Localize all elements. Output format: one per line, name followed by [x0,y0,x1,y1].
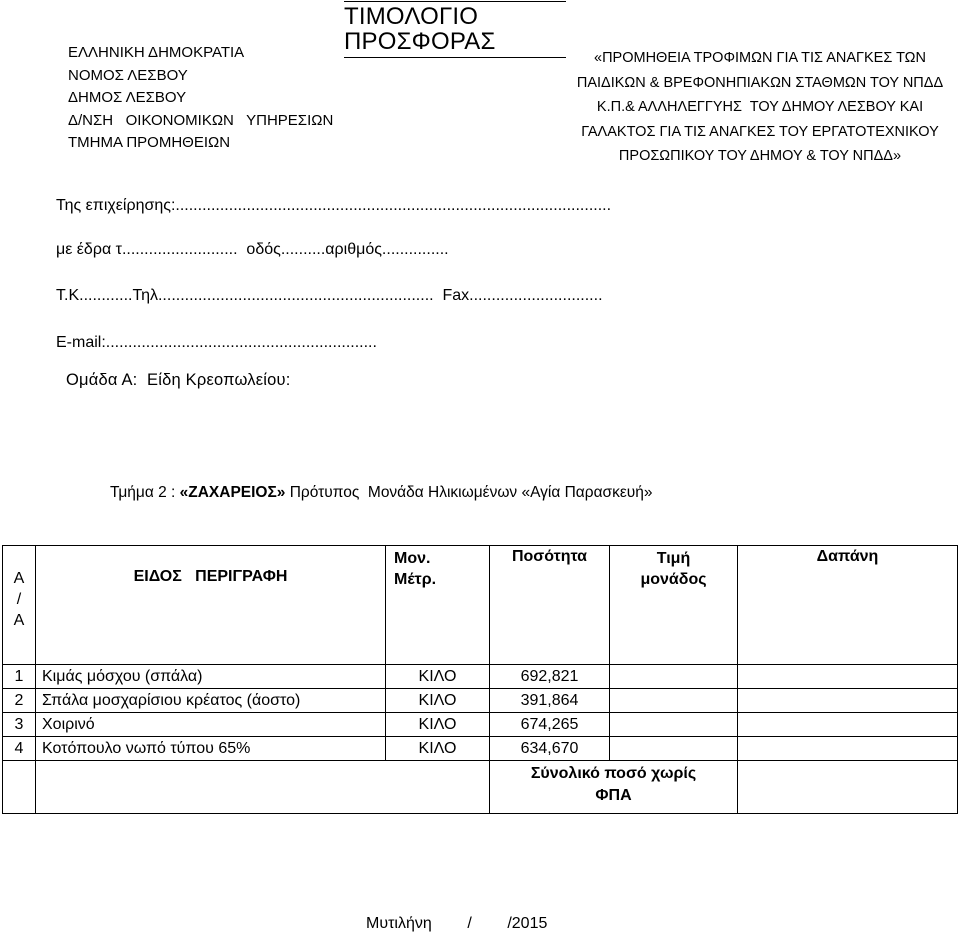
title-rule-bottom [344,57,566,58]
table-header-row [3,546,958,665]
row-cost-cell[interactable] [738,737,958,761]
table-row [3,665,958,689]
issuer-block [68,42,333,155]
company-field[interactable]: Της επιχείρησης:.................................................................................................. [56,197,612,214]
row-description: Σπάλα μοσχαρίσιου κρέατος (άοστο) [36,689,386,713]
table-row [3,737,958,761]
document-title [344,0,566,54]
row-quantity: 391,864 [490,689,610,713]
group-heading: Ομάδα Α: Είδη Κρεοπωλείου: [66,371,291,389]
address-field[interactable]: με έδρα τ.......................... οδός..........αριθμός............... [56,241,449,258]
col-header-description: ΕΙΔΟΣ ΠΕΡΙΓΡΑΦΗ [36,546,386,665]
row-unit-price-cell[interactable] [610,713,738,737]
row-number: 4 [3,737,36,761]
issuer-line: ΕΛΛΗΝΙΚΗ ΔΗΜΟΚΡΑΤΙΑ [68,44,245,61]
section-suffix: Πρότυπος Μονάδα Ηλικιωμένων «Αγία Παρασκευή» [285,484,653,501]
title-line-1: ΤΙΜΟΛΟΓΙΟ [344,3,479,30]
row-unit: ΚΙΛΟ [386,737,490,761]
issuer-line: ΤΜΗΜΑ ΠΡΟΜΗΘΕΙΩΝ [68,134,231,151]
row-description: Χοιρινό [36,713,386,737]
subject-line: ΠΑΙΔΙΚΩΝ & ΒΡΕΦΟΝΗΠΙΑΚΩΝ ΣΤΑΘΜΩΝ ΤΟΥ ΝΠΔΔ [576,74,944,91]
col-header-aa: Α / Α [3,546,36,665]
row-number: 1 [3,665,36,689]
col-header-unit: Μον. Μέτρ. [386,546,490,665]
section-name: «ΖΑΧΑΡΕΙΟΣ» [179,484,286,501]
section-prefix: Τμήμα 2 : [110,484,180,501]
table-row [3,689,958,713]
row-unit: ΚΙΛΟ [386,689,490,713]
row-unit-price-cell[interactable] [610,665,738,689]
col-header-unit-price: Τιμή μονάδος [610,546,738,665]
contact-field[interactable]: Τ.Κ............Τηλ.............................................................. Fax.............................. [56,287,603,304]
issuer-line: ΔΗΜΟΣ ΛΕΣΒΟΥ [68,89,187,106]
subject-block [560,46,960,169]
row-cost-cell[interactable] [738,665,958,689]
row-description: Κοτόπουλο νωπό τύπου 65% [36,737,386,761]
row-unit-price-cell[interactable] [610,737,738,761]
row-description: Κιμάς μόσχου (σπάλα) [36,665,386,689]
table-total-row [3,761,958,814]
items-table [2,545,958,814]
title-line-2: ΠΡΟΣΦΟΡΑΣ [344,28,496,55]
row-number: 3 [3,713,36,737]
total-label: Σύνολικό ποσό χωρίς ΦΠΑ [490,761,738,814]
row-number: 2 [3,689,36,713]
row-cost-cell[interactable] [738,713,958,737]
total-empty-cell [3,761,36,814]
email-field[interactable]: E-mail:............................................................. [56,334,377,351]
row-quantity: 634,670 [490,737,610,761]
row-unit: ΚΙΛΟ [386,713,490,737]
subject-line: «ΠΡΟΜΗΘΕΙΑ ΤΡΟΦΙΜΩΝ ΓΙΑ ΤΙΣ ΑΝΑΓΚΕΣ ΤΩΝ [594,50,926,66]
table-row [3,713,958,737]
issuer-line: ΝΟΜΟΣ ΛΕΣΒΟΥ [68,66,188,84]
place-date: Μυτιλήνη / /2015 [366,915,548,932]
issuer-line: Δ/ΝΣΗ ΟΙΚΟΝΟΜΙΚΩΝ ΥΠΗΡΕΣΙΩΝ [68,111,334,129]
total-cost-cell[interactable] [738,761,958,814]
col-header-cost: Δαπάνη [738,546,958,665]
subject-line: Κ.Π.& ΑΛΛΗΛΕΓΓΥΗΣ ΤΟΥ ΔΗΜΟΥ ΛΕΣΒΟΥ ΚΑΙ [596,99,924,115]
row-quantity: 674,265 [490,713,610,737]
row-cost-cell[interactable] [738,689,958,713]
total-empty-cell [36,761,490,814]
row-unit: ΚΙΛΟ [386,665,490,689]
row-quantity: 692,821 [490,665,610,689]
subject-line: ΠΡΟΣΩΠΙΚΟΥ ΤΟΥ ΔΗΜΟΥ & ΤΟΥ ΝΠΔΔ» [618,148,902,164]
section-title [110,484,653,502]
row-unit-price-cell[interactable] [610,689,738,713]
col-header-quantity: Ποσότητα [490,546,610,665]
subject-line: ΓΑΛΑΚΤΟΣ ΓΙΑ ΤΙΣ ΑΝΑΓΚΕΣ ΤΟΥ ΕΡΓΑΤΟΤΕΧΝΙΚΟΥ [581,123,939,140]
